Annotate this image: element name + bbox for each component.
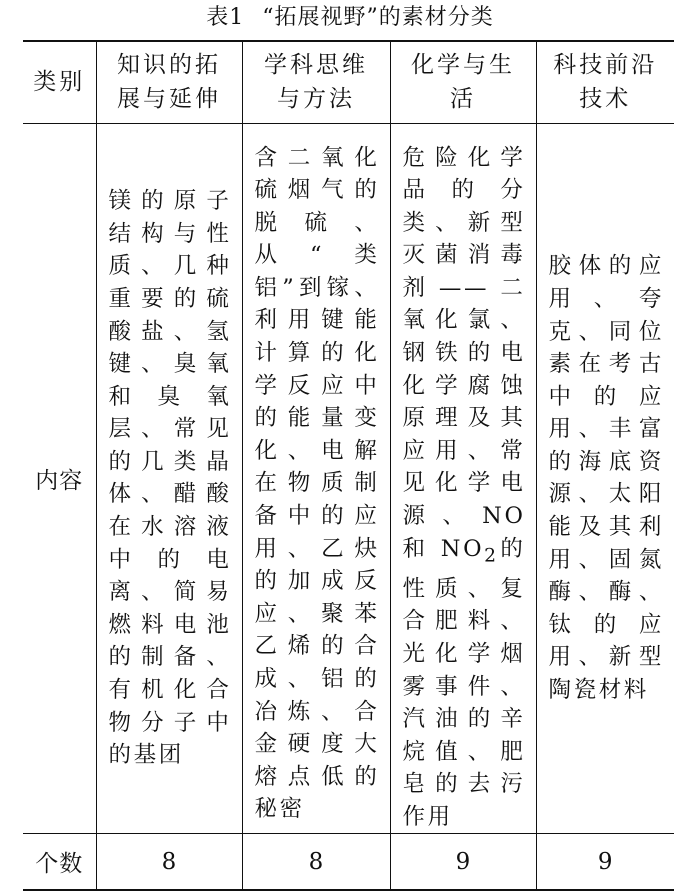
- category-label: 类别: [23, 41, 96, 123]
- count-label: 个数: [23, 834, 96, 890]
- content-cell-chemistry-life: 危险化学品的分类、新型灭菌消毒剂——二氧化氯、钢铁的电化学腐蚀原理及其应用、常见化学电源、NO 和 $NO_2$的性质、复合肥料、光化学烟雾事件、汽油的辛烷值、肥皂的去污作用: [390, 123, 536, 834]
- content-cell-frontier-tech: 胶体的应用、夸克、同位素在考古中的应用、丰富的海底资源、太阳能及其利用、固氮酶、酶、钛的应用、新型陶瓷材料: [536, 123, 674, 834]
- count-cell-knowledge: 8: [96, 834, 242, 890]
- content-row: [23, 123, 674, 834]
- material-classification-table: [23, 40, 674, 891]
- column-header-chemistry-life: 化学与生活: [390, 41, 536, 123]
- content-label: 内容: [23, 123, 96, 834]
- header-row: [23, 41, 674, 123]
- table-number: 表1: [206, 5, 245, 30]
- content-cell-knowledge: 镁的原子结构与性质、几种重要的硫酸盐、氢键、臭氧和臭氧层、常见的几类晶体、醋酸在水溶液中的电离、简易燃料电池的制备、有机化合物分子中的基团: [96, 123, 242, 834]
- column-header-thinking-method: 学科思维与方法: [242, 41, 390, 123]
- table-caption: [0, 2, 700, 34]
- column-header-knowledge: 知识的拓展与延伸: [96, 41, 242, 123]
- column-header-frontier-tech: 科技前沿技术: [536, 41, 674, 123]
- count-cell-frontier-tech: 9: [536, 834, 674, 890]
- count-row: [23, 834, 674, 890]
- count-cell-chemistry-life: 9: [390, 834, 536, 890]
- content-cell-thinking-method: 含二氧化硫烟气的脱硫、从“类铝”到镓、利用键能计算的化学反应中的能量变化、电解在物质制备中的应用、乙炔的加成反应、聚苯乙烯的合成、铝的冶炼、合金硬度大熔点低的秘密: [242, 123, 390, 834]
- count-cell-thinking-method: 8: [242, 834, 390, 890]
- table-title: “拓展视野”的素材分类: [262, 5, 494, 30]
- subscript-2: 2: [484, 545, 499, 567]
